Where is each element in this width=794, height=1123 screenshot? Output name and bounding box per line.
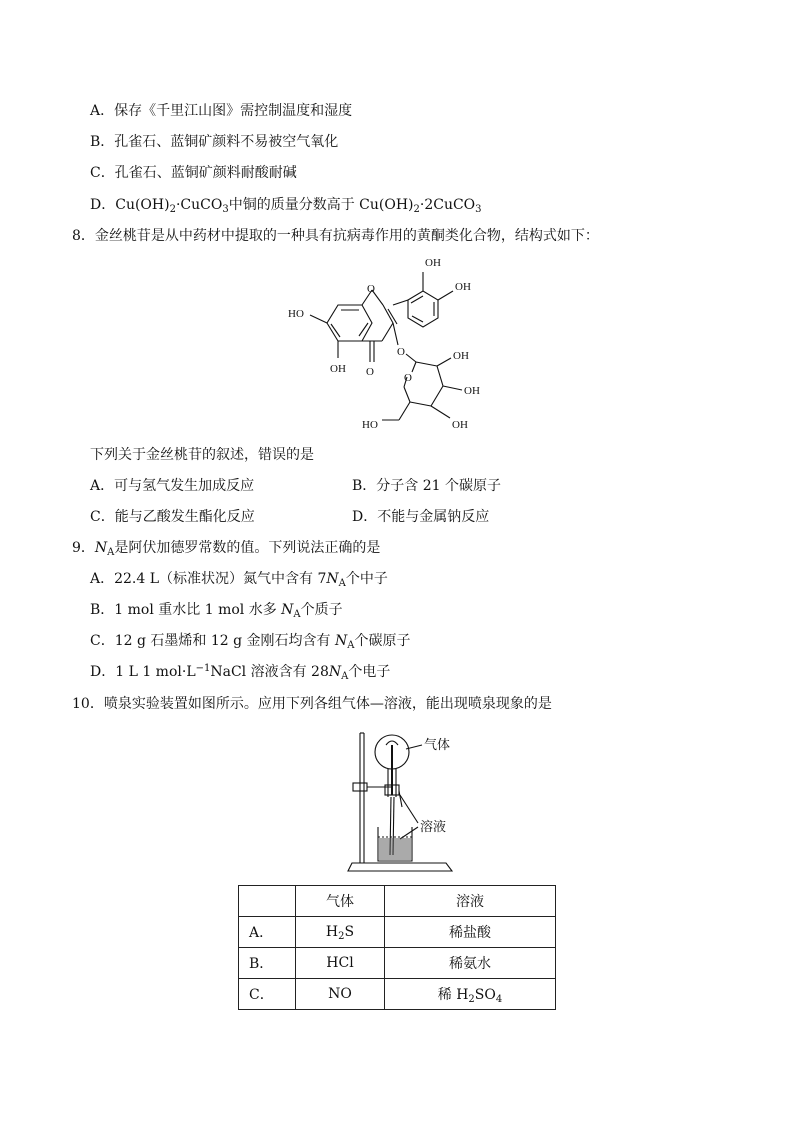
table-header-cell: 气体 (296, 886, 385, 917)
label-oh-right: OH (455, 281, 471, 293)
row-solution: 稀氨水 (385, 948, 556, 979)
table-row (239, 979, 556, 1010)
q8-stem: 8．金丝桃苷是从中药材中提取的一种具有抗病毒作用的黄酮类化合物，结构式如下： (72, 228, 599, 244)
q9-stem: 9．$N_A$是阿伏加德罗常数的值。下列说法正确的是 (72, 540, 381, 558)
q10-stem: 10．喷泉实验装置如图所示。应用下列各组气体—溶液，能出现喷泉现象的是 (72, 696, 552, 712)
row-label: B． (239, 948, 296, 979)
q7-option-a: A．保存《千里江山图》需控制温度和湿度 (90, 103, 353, 119)
row-solution: 稀 $H_2SO_4$ (385, 979, 556, 1010)
label-ho-ch2: HO (362, 419, 378, 431)
q8-sub-question: 下列关于金丝桃苷的叙述，错误的是 (90, 447, 314, 463)
q9-option-d: D．1 L 1 $mol\cdot L^{-1}NaCl$ 溶液含有 $28N_A$个电子 (90, 663, 391, 682)
q9-option-a: A．22.4 L（标准状况）氮气中含有 $7N_A$个中子 (90, 571, 388, 589)
q7-option-b: B．孔雀石、蓝铜矿颜料不易被空气氧化 (90, 134, 339, 150)
table-row (239, 948, 556, 979)
label-o-ring: O (367, 283, 375, 295)
row-gas: HCl (296, 948, 385, 979)
label-o-glycosidic: O (397, 346, 405, 358)
row-label: A． (239, 917, 296, 948)
table-row (239, 917, 556, 948)
label-o-sugar: O (404, 372, 412, 384)
label-ho-left: HO (288, 308, 304, 320)
q8-option-d: D．不能与金属钠反应 (352, 509, 490, 525)
row-gas: $H_2S$ (296, 917, 385, 948)
table-header-cell (239, 886, 296, 917)
row-label: C． (239, 979, 296, 1010)
fountain-apparatus (340, 725, 500, 875)
q8-option-c: C．能与乙酸发生酯化反应 (90, 509, 255, 525)
q7-option-c: C．孔雀石、蓝铜矿颜料耐酸耐碱 (90, 165, 297, 181)
q7-option-d: D．$Cu(OH)_2\cdot CuCO_3$中铜的质量分数高于 $Cu(OH)_2\cdot 2CuCO_3$ (90, 197, 482, 215)
q9-option-c: C．12 g 石墨烯和 12 g 金刚石均含有 $N_A$个碳原子 (90, 633, 411, 651)
hyperoside-structure (0, 0, 794, 440)
row-gas: NO (296, 979, 385, 1010)
label-oh-top: OH (425, 257, 441, 269)
q8-option-a: A．可与氢气发生加成反应 (90, 478, 255, 494)
q9-option-b: B．1 mol 重水比 1 mol 水多 $N_A$个质子 (90, 602, 343, 620)
label-oh-sugar-1: OH (453, 350, 469, 362)
label-solution: 溶液 (420, 819, 447, 834)
table-header-row (239, 886, 556, 917)
label-gas: 气体 (424, 737, 451, 752)
label-oh-sugar-2: OH (464, 385, 480, 397)
table-header-cell: 溶液 (385, 886, 556, 917)
label-oh-sugar-3: OH (452, 419, 468, 431)
q8-option-b: B．分子含 21 个碳原子 (352, 478, 502, 494)
label-oh-bottom: OH (330, 363, 346, 375)
label-o-carbonyl: O (366, 366, 374, 378)
row-solution: 稀盐酸 (385, 917, 556, 948)
gas-solution-table (238, 885, 556, 1010)
